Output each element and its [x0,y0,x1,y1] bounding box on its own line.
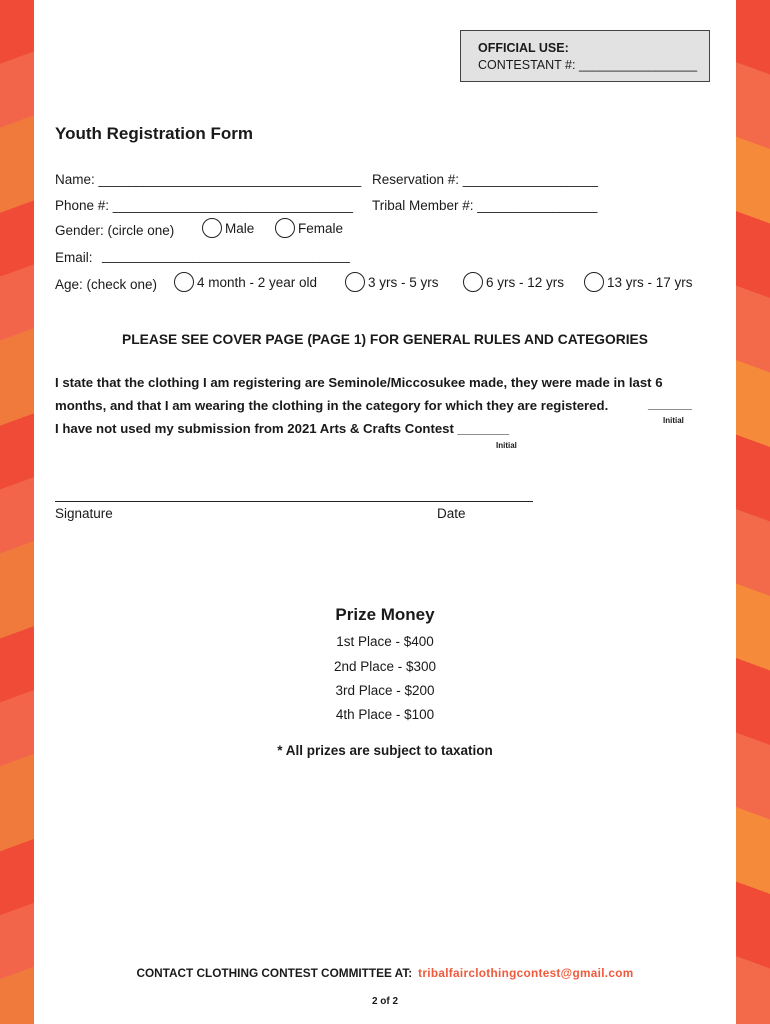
rules-notice: PLEASE SEE COVER PAGE (PAGE 1) FOR GENERAL RULES AND CATEGORIES [122,332,648,347]
prize-item: 3rd Place - $200 [335,683,435,698]
right-decorative-band [736,0,770,1024]
gender-option-label: Female [298,220,344,236]
age-option-label: 3 yrs - 5 yrs [368,274,439,290]
statement-line-3[interactable]: I have not used my submission from 2021 Arts & Crafts Contest _______ [55,421,509,436]
contestant-number-field: CONTESTANT #: _________________ [478,58,698,72]
phone-field[interactable]: Phone #: ________________________________ [55,198,354,213]
radio-circle-icon [275,218,295,238]
radio-circle-icon [584,272,604,292]
radio-circle-icon [345,272,365,292]
signature-label: Signature [55,506,113,521]
age-option-6-12[interactable] [463,272,564,292]
tax-note: * All prizes are subject to taxation [277,743,493,758]
gender-option-label: Male [225,220,255,236]
age-option-label: 13 yrs - 17 yrs [607,274,693,290]
age-option-infant[interactable] [174,272,317,292]
prize-item: 1st Place - $400 [336,634,434,649]
form-title: Youth Registration Form [55,124,254,143]
gender-option-female[interactable] [275,218,343,238]
statement-line-1: I state that the clothing I am registering are Seminole/Miccosukee made, they were made in last 6 [55,375,663,390]
contact-line [34,966,736,980]
name-field[interactable]: Name: ___________________________________ [55,172,362,187]
initial-label-1: Initial [663,416,684,425]
statement-line-2: months, and that I am wearing the clothing in the category for which they are registered. [55,398,609,413]
age-option-3-5[interactable] [345,272,439,292]
left-decorative-band [0,0,34,1024]
reservation-field[interactable]: Reservation #: __________________ [372,172,598,187]
contact-email-link[interactable]: tribalfairclothingcontest@gmail.com [418,966,634,980]
email-label: Email: [55,250,93,265]
age-label: Age: (check one) [55,277,158,292]
tribal-member-field[interactable]: Tribal Member #: ________________ [372,198,598,213]
radio-circle-icon [174,272,194,292]
date-label: Date [437,506,466,521]
age-option-label: 6 yrs - 12 yrs [486,274,565,290]
age-option-label: 4 month - 2 year old [197,274,318,290]
prize-item: 2nd Place - $300 [333,659,437,674]
official-use-box [460,30,710,82]
age-option-13-17[interactable] [584,272,693,292]
gender-option-male[interactable] [202,218,254,238]
gender-label: Gender: (circle one) [55,223,175,238]
initial-label-2: Initial [496,441,517,450]
contact-label: CONTACT CLOTHING CONTEST COMMITTEE AT: [136,966,413,980]
form-page [34,0,736,1024]
email-field[interactable]: _________________________________ [102,248,350,263]
signature-line[interactable] [55,501,533,502]
page-number: 2 of 2 [371,996,399,1007]
prize-title: Prize Money [335,605,435,624]
official-use-label: OFFICIAL USE: [478,41,569,55]
radio-circle-icon [463,272,483,292]
prize-item: 4th Place - $100 [335,707,435,722]
initial-field-1[interactable]: ______ [648,396,693,411]
radio-circle-icon [202,218,222,238]
